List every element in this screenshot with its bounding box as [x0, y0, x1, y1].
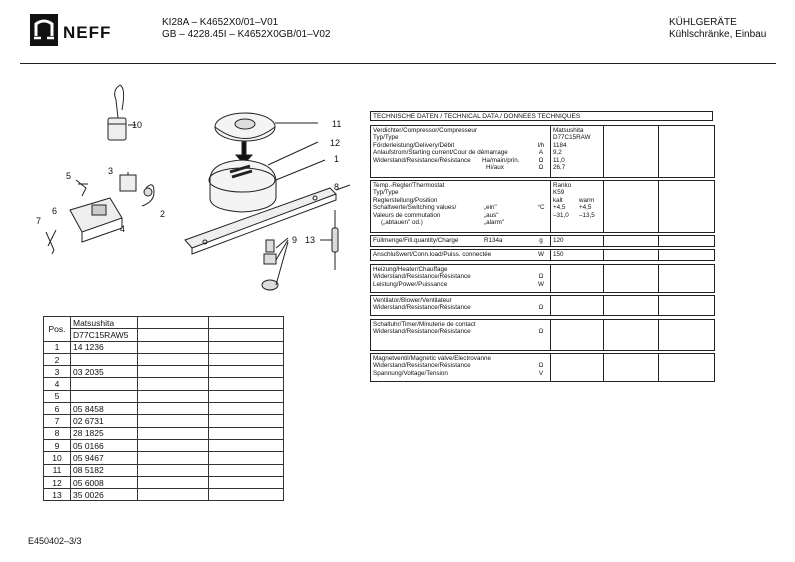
pos-cell: 1	[44, 341, 71, 353]
part-number-cell: 03 2035	[71, 366, 138, 378]
col1-header-a: Matsushita	[71, 317, 138, 329]
callout-2: 2	[160, 209, 166, 219]
table-row	[44, 390, 284, 402]
callout-11: 11	[332, 119, 342, 129]
heater-block: Heizung/Heater/Chauffage Widerstand/Resistance/Résistance Leistung/Power/Puissance Ω W	[370, 264, 715, 293]
callout-6: 6	[52, 206, 58, 216]
part-number-cell	[71, 353, 138, 365]
pos-cell: 5	[44, 390, 71, 402]
callout-5: 5	[66, 171, 72, 181]
part-number-cell	[71, 390, 138, 402]
pos-cell: 7	[44, 415, 71, 427]
pos-cell: 4	[44, 378, 71, 390]
model-line-2: GB – 4228.45I – K4652X0GB/01–V02	[162, 29, 331, 40]
fan-block: Ventilator/Blower/Ventilateur Widerstand/Resistance/Résistance Ω	[370, 295, 715, 316]
pos-cell: 6	[44, 403, 71, 415]
compressor-block: Verdichter/Compressor/Compresseur Typ/Type Förderleistung/Delivery/Débit Anlaufstrom/Starting current/Cour de démarrage Widerstand/Resistance/Résistance Ha/main/prin. Hi/aux l/h A Ω Ω Matsushita D77C15RAW 1184 9,2 11,0 26,7	[370, 125, 715, 178]
part-number-cell: 02 6731	[71, 415, 138, 427]
parts-table	[43, 316, 284, 501]
thermostat-block: Temp.-Regler/Thermostat Typ/Type Reglerstellung/Position Schaltwerte/Switching values/ Valeurs de commutation („abtauen" od.) „ein" „aus" „alarm" °C Ranko K59 kalt +4,5 –31,0 warm +4,5 –13,5	[370, 180, 715, 233]
header-divider	[20, 63, 776, 64]
pos-cell: 2	[44, 353, 71, 365]
power-block: Anschlußwert/Conn.load/Puiss. connectée W 150	[370, 249, 715, 261]
callout-1: 1	[334, 154, 340, 164]
part-number-cell: 14 1236	[71, 341, 138, 353]
pos-cell: 8	[44, 427, 71, 439]
model-line-1: KI28A – K4652X0/01–V01	[162, 17, 279, 28]
callout-12: 12	[330, 138, 341, 148]
pos-cell: 3	[44, 366, 71, 378]
brand-text: NEFF	[63, 23, 112, 42]
pos-cell: 12	[44, 476, 71, 488]
table-row	[44, 452, 284, 464]
pos-cell: 13	[44, 489, 71, 501]
brand-logo	[30, 14, 122, 46]
table-row	[44, 341, 284, 353]
callout-3: 3	[108, 166, 114, 176]
fill-quantity-block: Füllmenge/Fill.quantity/Charge R134a g 120	[370, 235, 715, 247]
part-number-cell: 05 6008	[71, 476, 138, 488]
callout-10: 10	[132, 120, 143, 130]
pos-header: Pos.	[44, 317, 71, 342]
table-row	[44, 353, 284, 365]
callout-8: 8	[334, 182, 340, 192]
part-number-cell: 05 9467	[71, 452, 138, 464]
document-code: E450402–3/3	[28, 536, 82, 546]
pos-cell: 11	[44, 464, 71, 476]
compressor-labels: Verdichter/Compressor/Compresseur Typ/Type Förderleistung/Delivery/Débit Anlaufstrom/Starting current/Cour de démarrage Widerstand/Resistance/Résistance	[373, 127, 508, 164]
table-row	[44, 403, 284, 415]
part-number-cell: 05 8458	[71, 403, 138, 415]
part-number-cell: 35 0026	[71, 489, 138, 501]
callout-13: 13	[305, 235, 316, 245]
table-row	[44, 489, 284, 501]
tech-data-title: TECHNISCHE DATEN / TECHNICAL DATA / DONNEES TECHNIQUES	[370, 111, 713, 121]
part-number-cell: 28 1825	[71, 427, 138, 439]
col1-header-b: D77C15RAW5	[71, 329, 138, 341]
table-row	[44, 415, 284, 427]
table-row	[44, 366, 284, 378]
callout-7: 7	[36, 216, 42, 226]
part-number-cell: 05 0166	[71, 439, 138, 451]
table-row	[44, 464, 284, 476]
part-number-cell: 08 5182	[71, 464, 138, 476]
timer-block: Schaltuhr/Timer/Minuterie de contact Widerstand/Resistance/Résistance Ω	[370, 319, 715, 351]
valve-block: Magnetventil/Magnetic valve/Electrovanne Widerstand/Resistance/Résistance Spannung/Voltage/Tension Ω V	[370, 353, 715, 382]
table-row	[44, 476, 284, 488]
pos-cell: 9	[44, 439, 71, 451]
part-number-cell	[71, 378, 138, 390]
table-row	[44, 378, 284, 390]
exploded-parts-diagram	[30, 80, 360, 315]
table-row	[44, 439, 284, 451]
callout-4: 4	[120, 224, 126, 234]
callout-9: 9	[292, 235, 298, 245]
table-row	[44, 427, 284, 439]
category-line-2: Kühlschränke, Einbau	[669, 29, 767, 40]
pos-cell: 10	[44, 452, 71, 464]
category-line-1: KÜHLGERÄTE	[669, 17, 737, 28]
